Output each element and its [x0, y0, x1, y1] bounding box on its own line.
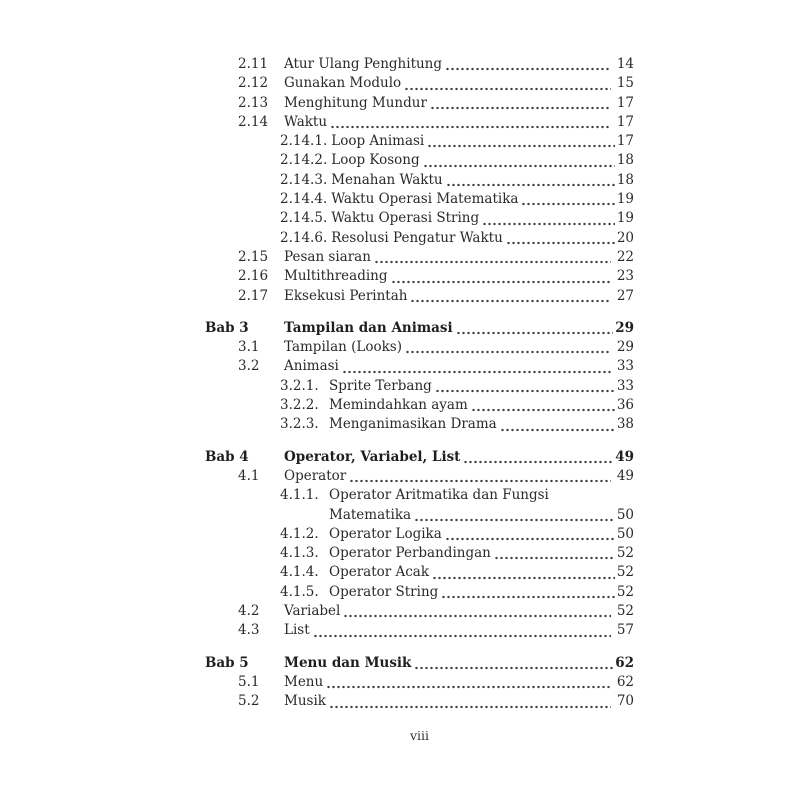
dot-leader: [463, 460, 613, 464]
toc-entry-page: 18: [616, 152, 634, 169]
toc-entry-page: 23: [616, 268, 634, 285]
toc-row: [205, 506, 634, 525]
toc-entry-page: 50: [616, 525, 634, 542]
toc-row: [205, 229, 634, 248]
toc-entry-number: 3.2: [238, 358, 260, 375]
toc-entry-title: Gunakan Modulo: [284, 75, 402, 92]
toc-entry-number: 5.1: [238, 673, 260, 690]
toc-entry-title: Operator Acak: [329, 564, 430, 581]
toc-entry-number: 4.1.2.: [280, 525, 319, 542]
toc-row: [205, 621, 634, 640]
toc-entry-title: Loop Animasi: [331, 133, 425, 150]
toc-entry-page: 29: [616, 339, 634, 356]
toc-entry-page: 52: [616, 545, 634, 562]
dot-leader: [521, 202, 614, 206]
toc-entry-title: Menghitung Mundur: [284, 94, 427, 111]
toc-entry-page: 17: [616, 113, 634, 130]
toc-entry-number: 2.14.6.: [280, 229, 328, 246]
toc-row: [205, 319, 634, 338]
toc-entry-title: Loop Kosong: [331, 152, 420, 169]
toc-row: [205, 525, 634, 544]
toc-entry-number: 4.1.5.: [280, 583, 319, 600]
toc-row: [205, 151, 634, 170]
toc-entry-title: Menahan Waktu: [331, 171, 443, 188]
toc-row: [205, 267, 634, 286]
dot-leader: [313, 634, 611, 638]
toc-entry-title: Variabel: [284, 603, 341, 620]
toc-entry-title: List: [284, 622, 310, 639]
toc-row: [205, 55, 634, 74]
toc-row: [205, 338, 634, 357]
dot-leader: [330, 125, 611, 129]
toc-entry-title: Musik: [284, 693, 326, 710]
toc-entry-number: Bab 3: [205, 319, 249, 336]
toc-entry-number: 4.1.3.: [280, 545, 319, 562]
toc-entry-page: 22: [616, 248, 634, 265]
toc-entry-page: 62: [615, 654, 634, 671]
toc-row: [205, 113, 634, 132]
toc-entry-title: Multithreading: [284, 268, 388, 285]
dot-leader: [430, 106, 611, 110]
toc-entry-number: Bab 4: [205, 448, 249, 465]
toc-entry-number: 2.14: [238, 113, 269, 130]
toc-entry-number: 2.13: [238, 94, 269, 111]
toc-entry-number: 3.2.2.: [280, 397, 319, 414]
toc-entry-number: 2.14.5.: [280, 210, 328, 227]
dot-leader: [410, 299, 610, 303]
dot-leader: [374, 260, 611, 264]
toc-entry-number: 3.2.3.: [280, 416, 319, 433]
dot-leader: [432, 576, 615, 580]
toc-entry-page: 57: [616, 622, 634, 639]
dot-leader: [471, 408, 615, 412]
toc-entry-page: 70: [616, 693, 634, 710]
dot-leader: [446, 183, 615, 187]
toc-entry-number: 4.1.4.: [280, 564, 319, 581]
toc-row: [205, 377, 634, 396]
toc-row: [205, 692, 634, 711]
toc-entry-title: Atur Ulang Penghitung: [284, 56, 443, 72]
toc-row: [205, 654, 634, 673]
dot-leader: [494, 556, 615, 560]
toc-row: [205, 132, 634, 151]
toc-entry-title: Pesan siaran: [284, 248, 371, 265]
toc-row: [205, 396, 634, 415]
toc-row: [205, 673, 634, 692]
toc-entry-number: 4.1.1.: [280, 487, 319, 504]
dot-leader: [391, 280, 611, 284]
toc-entry-title: Operator Aritmatika dan Fungsi: [329, 487, 549, 504]
toc-entry-title: Memindahkan ayam: [329, 397, 468, 414]
toc-row: [205, 486, 634, 505]
toc-entry-page: 20: [616, 229, 634, 246]
toc-entry-page: 52: [616, 583, 634, 600]
toc-entry-title: Sprite Terbang: [329, 377, 432, 394]
toc-entry-page: 36: [616, 397, 634, 414]
toc-entry-number: 4.2: [238, 603, 260, 620]
toc-entry-title: Waktu: [284, 113, 328, 130]
dot-leader: [456, 331, 614, 335]
toc-row: [205, 74, 634, 93]
dot-leader: [342, 370, 611, 374]
toc-entry-title: Animasi: [284, 358, 339, 375]
toc-entry-page: 50: [616, 506, 634, 523]
toc-entry-number: 2.14.1.: [280, 133, 328, 150]
toc-row: [205, 415, 634, 434]
toc-entry-title: Operator Logika: [329, 525, 442, 542]
toc-entry-number: 2.14.2.: [280, 152, 328, 169]
dot-leader: [506, 241, 615, 245]
toc-entry-title: Operator Perbandingan: [329, 545, 491, 562]
toc-row: [205, 563, 634, 582]
dot-leader: [414, 666, 613, 670]
toc-entry-page: 33: [616, 358, 634, 375]
toc-entry-number: 2.11: [238, 56, 269, 72]
toc-entry-number: 4.1: [238, 467, 260, 484]
toc-row: [205, 248, 634, 267]
toc-entry-title: Matematika: [329, 506, 412, 523]
dot-leader: [552, 499, 632, 503]
toc-entry-title: Operator String: [329, 583, 439, 600]
folio-page-number: viii: [409, 727, 430, 743]
dot-leader: [405, 350, 611, 354]
toc-row: [205, 190, 634, 209]
dot-leader: [329, 705, 611, 709]
toc-row: [205, 583, 634, 602]
toc-entry-title: Tampilan (Looks): [284, 339, 402, 356]
toc-row: [205, 209, 634, 228]
toc-entry-page: 19: [616, 210, 634, 227]
toc-entry-number: 4.3: [238, 622, 260, 639]
dot-leader: [445, 537, 615, 541]
dot-leader: [500, 428, 615, 432]
toc-entry-page: 27: [616, 287, 634, 304]
dot-leader: [445, 67, 611, 71]
toc-row: [205, 602, 634, 621]
toc-row: [205, 287, 634, 306]
toc-entry-title: Eksekusi Perintah: [284, 287, 408, 304]
toc-entry-page: 18: [616, 171, 634, 188]
toc-entry-page: 17: [616, 133, 634, 150]
toc-entry-page: 62: [616, 673, 634, 690]
toc-entry-title: Tampilan dan Animasi: [284, 319, 453, 336]
toc-entry-title: Menganimasikan Drama: [329, 416, 497, 433]
toc-list: [205, 55, 634, 712]
toc-entry-title: Waktu Operasi String: [331, 210, 480, 227]
toc-row: [205, 467, 634, 486]
toc-entry-number: 2.12: [238, 75, 269, 92]
toc-entry-number: 2.15: [238, 248, 269, 265]
dot-leader: [423, 164, 615, 168]
dot-leader: [343, 614, 610, 618]
toc-entry-title: Waktu Operasi Matematika: [331, 191, 519, 208]
toc-entry-page: 14: [616, 56, 634, 72]
toc-entry-number: 2.14.3.: [280, 171, 328, 188]
toc-row: [205, 357, 634, 376]
dot-leader: [427, 144, 615, 148]
toc-entry-number: Bab 5: [205, 654, 249, 671]
toc-entry-page: 49: [615, 448, 634, 465]
toc-entry-title: Operator: [284, 467, 347, 484]
dot-leader: [326, 685, 611, 689]
dot-leader: [414, 518, 615, 522]
toc-entry-number: 2.16: [238, 268, 269, 285]
toc-entry-page: 17: [616, 94, 634, 111]
toc-entry-page: 52: [616, 603, 634, 620]
toc-entry-page: 33: [616, 377, 634, 394]
toc-entry-number: 2.14.4.: [280, 191, 328, 208]
dot-leader: [435, 389, 615, 393]
toc-entry-number: 5.2: [238, 693, 260, 710]
toc-entry-page: 38: [616, 416, 634, 433]
toc-entry-title: Menu: [284, 673, 324, 690]
dot-leader: [482, 222, 615, 226]
toc-entry-page: 15: [616, 75, 634, 92]
toc-entry-title: Operator, Variabel, List: [284, 448, 461, 465]
toc-entry-title: Resolusi Pengatur Waktu: [331, 229, 503, 246]
toc-entry-number: 3.2.1.: [280, 377, 319, 394]
toc-entry-number: 2.17: [238, 287, 269, 304]
dot-leader: [404, 87, 611, 91]
toc-entry-page: 49: [616, 467, 634, 484]
toc-entry-number: 3.1: [238, 339, 260, 356]
toc-row: [205, 448, 634, 467]
toc-entry-page: 19: [616, 191, 634, 208]
toc-entry-page: 52: [616, 564, 634, 581]
toc-entry-page: 29: [615, 319, 634, 336]
dot-leader: [441, 595, 615, 599]
dot-leader: [349, 479, 611, 483]
toc-row: [205, 544, 634, 563]
toc-row: [205, 94, 634, 113]
toc-entry-title: Menu dan Musik: [284, 654, 412, 671]
toc-row: [205, 171, 634, 190]
